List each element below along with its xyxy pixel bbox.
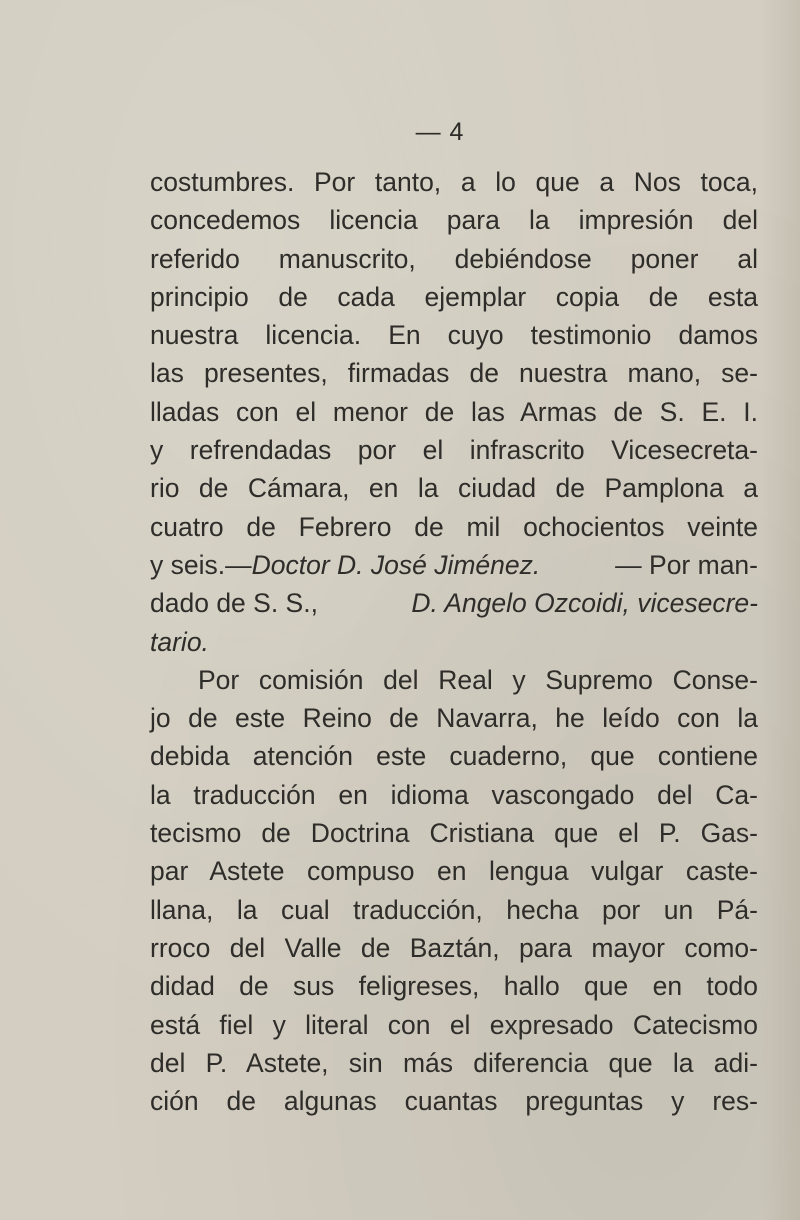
page-number: — 4 <box>415 118 465 146</box>
text-line: Por comisión del Real y Supremo Conse- <box>198 664 758 695</box>
text-line: lladas con el menor de las Armas de S. E. I. <box>150 396 758 427</box>
text-line: principio de cada ejemplar copia de esta <box>150 281 758 312</box>
body-text <box>150 163 758 1120</box>
text-line: jo de este Reino de Navarra, he leído con la <box>150 703 758 734</box>
text-line: nuestra licencia. En cuyo testimonio damos <box>150 320 758 351</box>
text-line: ción de algunas cuantas preguntas y res- <box>150 1086 758 1117</box>
text-line: tario. <box>150 626 209 657</box>
text-line: tecismo de Doctrina Cristiana que el P. Gas- <box>150 818 758 849</box>
text-line: del P. Astete, sin más diferencia que la adi- <box>150 1047 758 1078</box>
text-line: referido manuscrito, debiéndose poner al <box>150 243 758 274</box>
signature-suffix: — Por man- <box>615 549 758 580</box>
text-line: didad de sus feligreses, hallo que en todo <box>150 971 758 1002</box>
text-line: debida atención este cuaderno, que contiene <box>150 741 758 772</box>
text-line: y refrendadas por el infrascrito Vicesecreta- <box>150 435 758 466</box>
signature-prefix: y seis.—Doctor D. José Jiménez. <box>150 549 541 580</box>
paragraph-2 <box>150 661 758 1121</box>
paragraph-1 <box>150 163 758 661</box>
text-line: las presentes, firmadas de nuestra mano, se- <box>150 358 758 389</box>
text-line-mandate <box>150 584 758 622</box>
text-line-signature <box>150 546 758 584</box>
text-line: par Astete compuso en lengua vulgar caste- <box>150 856 758 887</box>
signature-secretary: D. Angelo Ozcoidi, vicesecre- <box>411 588 758 619</box>
signature-bishop: Doctor D. José Jiménez. <box>251 549 541 580</box>
text-line: está fiel y literal con el expresado Catecismo <box>150 1009 758 1040</box>
page-edge-shadow <box>760 0 800 1220</box>
text-line: cuatro de Febrero de mil ochocientos veinte <box>150 511 758 542</box>
text-line: llana, la cual traducción, hecha por un Pá- <box>150 894 758 925</box>
mandate-prefix: dado de S. S., <box>150 588 318 619</box>
text-line: rio de Cámara, en la ciudad de Pamplona a <box>150 473 758 504</box>
text-line: concedemos licencia para la impresión del <box>150 205 758 236</box>
text-line: costumbres. Por tanto, a lo que a Nos toca, <box>150 167 758 197</box>
text-line: rroco del Valle de Baztán, para mayor como- <box>150 932 758 963</box>
text-line: la traducción en idioma vascongado del Ca- <box>150 779 758 810</box>
